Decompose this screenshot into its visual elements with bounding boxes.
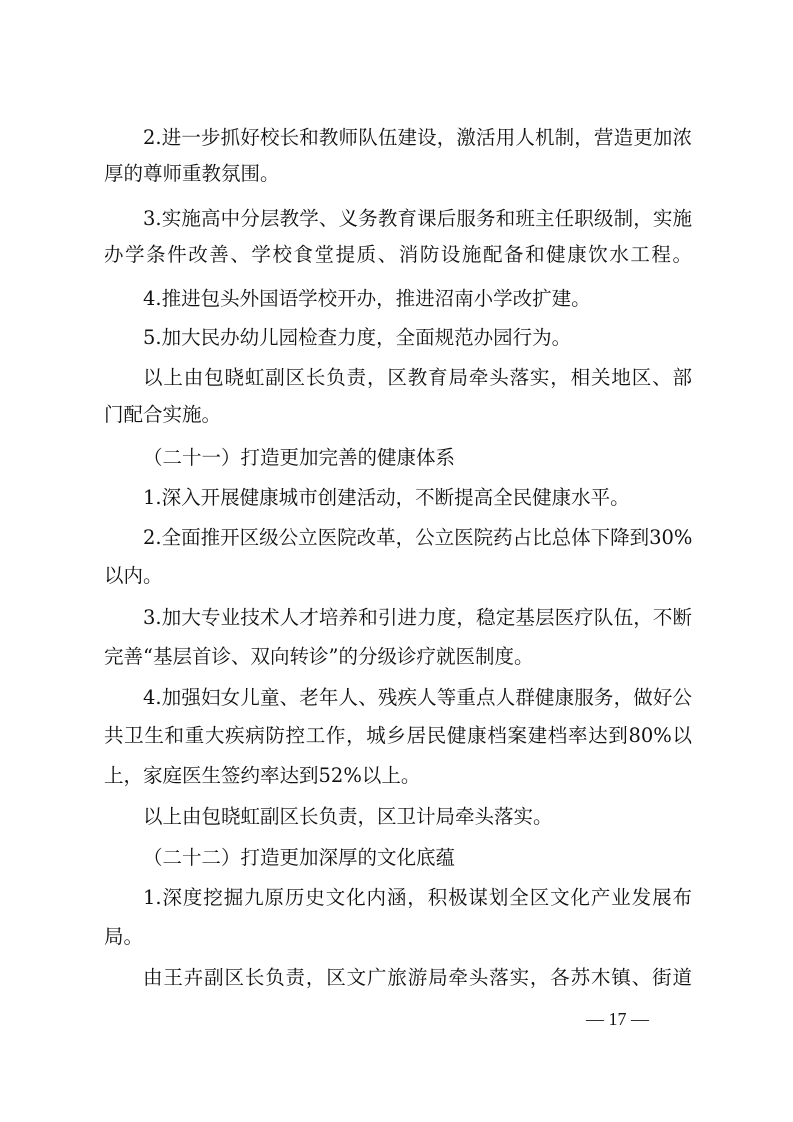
section-heading: （二十一）打造更加完善的健康体系: [143, 446, 456, 469]
paragraph-line: 5.加大民办幼儿园检查力度，全面规范办园行为。: [143, 326, 572, 349]
section-heading: （二十二）打造更加深厚的文化底蕴: [143, 846, 456, 869]
paragraph-line: 4.加强妇女儿童、老年人、残疾人等重点人群健康服务，做好公: [143, 686, 692, 709]
paragraph-line: 3.实施高中分层教学、义务教育课后服务和班主任职级制，实施: [143, 207, 692, 230]
paragraph-line: 办学条件改善、学校食堂提质、消防设施配备和健康饮水工程。: [104, 243, 692, 266]
paragraph-line: 以内。: [104, 564, 163, 587]
paragraph-line: 1.深入开展健康城市创建活动，不断提高全民健康水平。: [143, 486, 630, 509]
paragraph-line: 3.加大专业技术人才培养和引进力度，稳定基层医疗队伍，不断: [143, 606, 692, 629]
paragraph-line: 以上由包晓虹副区长负责，区教育局牵头落实，相关地区、部: [143, 366, 692, 389]
paragraph-line: 4.推进包头外国语学校开办，推进沼南小学改扩建。: [143, 287, 591, 310]
paragraph-line: 共卫生和重大疾病防控工作，城乡居民健康档案建档率达到80%以: [104, 724, 692, 747]
paragraph-line: 2.全面推开区级公立医院改革，公立医院药占比总体下降到30%: [143, 526, 693, 549]
paragraph-line: 以上由包晓虹副区长负责，区卫计局牵头落实。: [143, 805, 553, 828]
paragraph-line: 局。: [104, 925, 144, 948]
paragraph-line: 2.进一步抓好校长和教师队伍建设，激活用人机制，营造更加浓: [143, 126, 692, 149]
page-number: — 17 —: [586, 1009, 649, 1029]
paragraph-line: 1.深度挖掘九原历史文化内涵，积极谋划全区文化产业发展布: [143, 886, 692, 909]
paragraph-line: 厚的尊师重教氛围。: [104, 162, 280, 185]
paragraph-line: 完善“基层首诊、双向转诊”的分级诊疗就医制度。: [104, 645, 534, 668]
paragraph-line: 由王卉副区长负责，区文广旅游局牵头落实，各苏木镇、街道: [143, 966, 692, 989]
paragraph-line: 门配合实施。: [104, 403, 222, 426]
paragraph-line: 上，家庭医生签约率达到52%以上。: [104, 764, 421, 787]
